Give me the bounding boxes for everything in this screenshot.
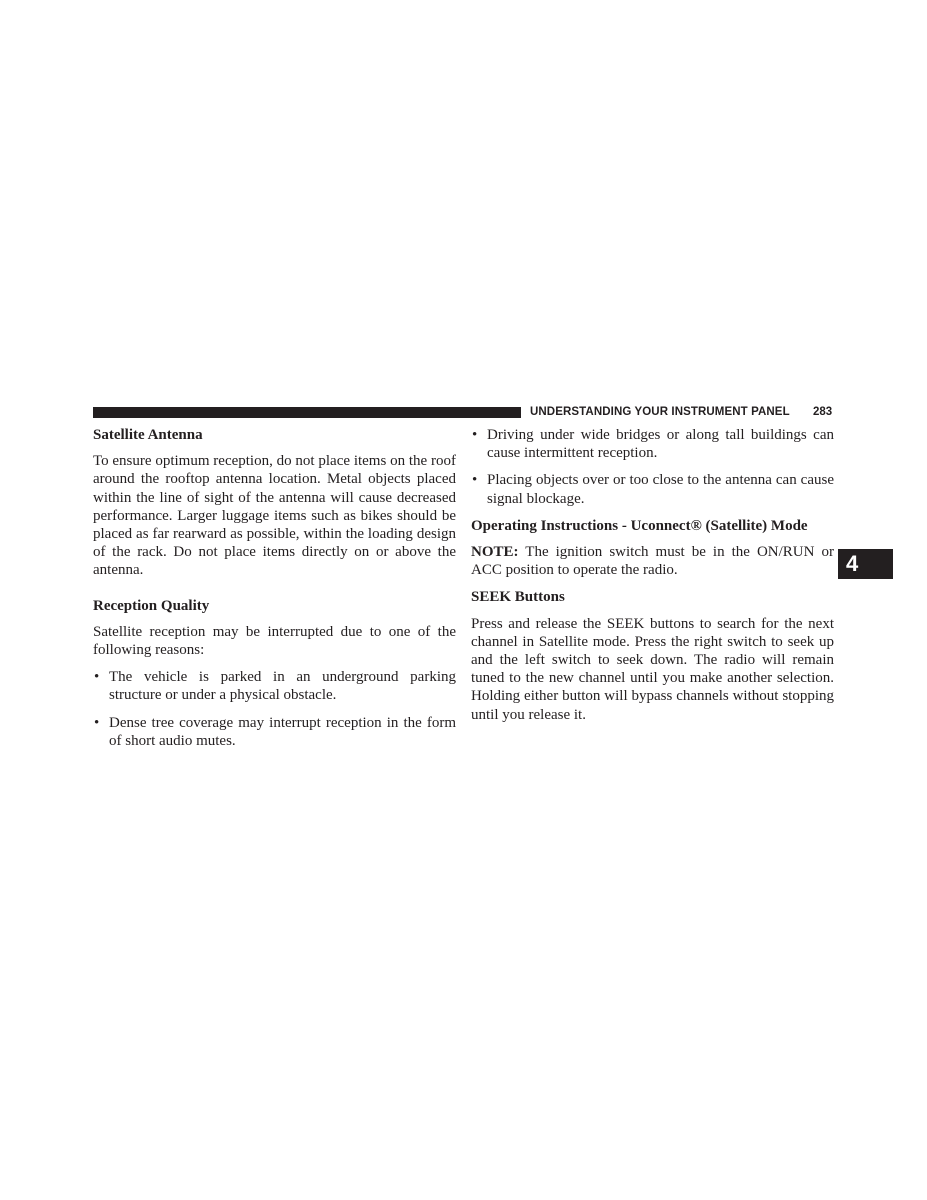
bullet-icon: • <box>472 472 478 489</box>
paragraph: Satellite reception may be interrupted due to one of the following reasons: <box>93 623 456 659</box>
list-item-text: The vehicle is parked in an underground parking structure or under a physical obstacle. <box>109 669 456 704</box>
note-label: NOTE: <box>471 544 519 561</box>
bullet-icon: • <box>472 427 478 443</box>
list-item-text: Driving under wide bridges or along tall buildings can cause intermittent reception. <box>487 427 834 462</box>
section-satellite-antenna <box>93 426 456 580</box>
section-heading: SEEK Buttons <box>471 589 565 606</box>
header-rule <box>93 407 521 418</box>
section-seek-buttons <box>471 588 834 723</box>
list-item <box>471 426 834 462</box>
section-heading: Operating Instructions - Uconnect® (Satellite) Mode <box>471 517 808 534</box>
chapter-tab <box>838 549 893 579</box>
section-heading: Reception Quality <box>93 597 210 614</box>
section-operating-instructions <box>471 517 834 580</box>
bullet-list <box>471 426 834 508</box>
section-reception-quality <box>93 597 456 750</box>
section-heading: Satellite Antenna <box>93 427 203 443</box>
list-item <box>93 714 456 750</box>
right-column <box>471 426 834 733</box>
running-header-title: UNDERSTANDING YOUR INSTRUMENT PANEL <box>530 406 790 418</box>
list-item-text: Placing objects over or too close to the antenna can cause signal blockage. <box>487 472 834 507</box>
list-item <box>93 668 456 704</box>
bullet-list <box>93 668 456 750</box>
bullet-icon: • <box>94 669 100 686</box>
note-text: The ignition switch must be in the ON/RUN or ACC position to operate the radio. <box>471 544 834 579</box>
chapter-tab-number: 4 <box>846 551 859 576</box>
paragraph: To ensure optimum reception, do not place items on the roof around the rooftop antenna location. Metal objects placed within the line of sight of the antenna will cause decreased performance. Larger luggage items such as bikes should be placed as far rearward as possible, within the loading design of the rack. Do not place items directly on or above the antenna. <box>93 453 456 579</box>
note-paragraph <box>471 543 834 579</box>
paragraph: Press and release the SEEK buttons to search for the next channel in Satellite mode. Press the right switch to seek up and the left switch to seek down. The radio will remain tuned to the new channel until you make another selection. Holding either button will bypass channels without stopping until you release it. <box>471 615 834 723</box>
left-column <box>93 426 456 759</box>
list-item <box>471 471 834 507</box>
list-item-text: Dense tree coverage may interrupt reception in the form of short audio mutes. <box>109 714 456 749</box>
bullet-icon: • <box>94 714 100 731</box>
page-number: 283 <box>813 406 833 418</box>
